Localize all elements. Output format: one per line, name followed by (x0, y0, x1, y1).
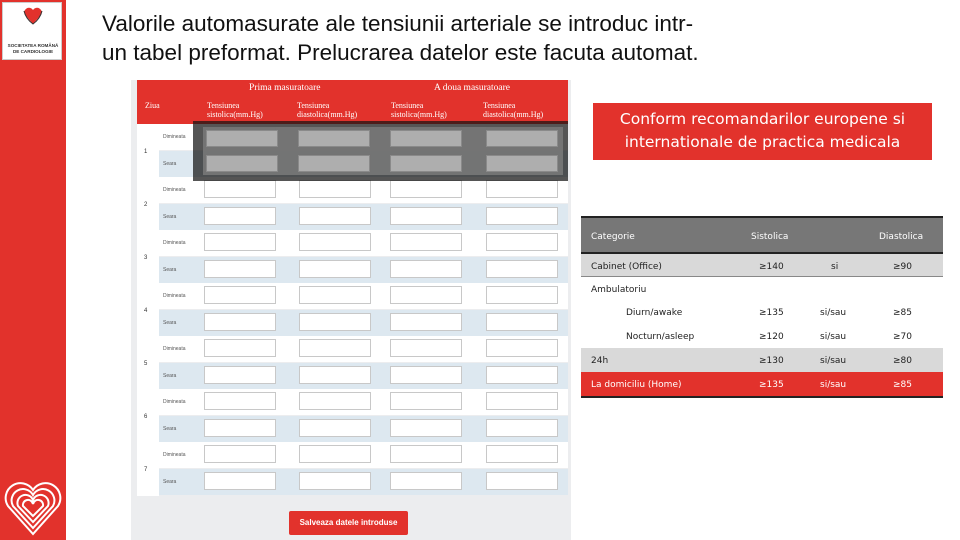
time-of-day-label: Dimineata (163, 346, 186, 352)
highlight-input (390, 155, 462, 172)
bp-value-input[interactable] (204, 445, 276, 463)
time-of-day-label: Seara (163, 266, 177, 273)
form-row-evening (159, 257, 568, 283)
form-row-morning (159, 336, 568, 362)
bp-value-input[interactable] (299, 419, 371, 437)
slide-title-line1: Valorile automasurate ale tensiunii arteriale se introduc intr- (102, 11, 694, 36)
col-header-dia1: Tensiunea diastolica(mm.Hg) (297, 101, 358, 119)
table-row (581, 348, 943, 372)
bp-value-input[interactable] (390, 207, 462, 225)
form-row-morning (159, 283, 568, 309)
time-of-day-label: Dimineata (163, 240, 186, 246)
time-of-day-label: Seara (163, 160, 177, 167)
cell-systolic: ≥140 (759, 262, 784, 272)
cell-conjunction: si (831, 262, 839, 272)
logo-text-line2: DE CARDIOLOGIE (12, 48, 54, 54)
col-header-dia2: Tensiunea diastolica(mm.Hg) (483, 101, 544, 119)
bp-value-input[interactable] (486, 313, 558, 331)
table-row (581, 324, 943, 348)
day-number: 7 (144, 467, 148, 473)
bp-value-input[interactable] (390, 260, 462, 278)
group-second-measurement: A doua masuratoare (434, 83, 510, 93)
highlight-row-morning (203, 127, 563, 150)
cell-systolic: ≥135 (759, 308, 784, 318)
bp-value-input[interactable] (486, 366, 558, 384)
bp-value-input[interactable] (204, 392, 276, 410)
bp-value-input[interactable] (204, 472, 276, 490)
header-systolic: Sistolica (751, 232, 789, 242)
slide-title (102, 9, 922, 67)
bp-value-input[interactable] (390, 392, 462, 410)
bp-value-input[interactable] (390, 286, 462, 304)
highlight-input (206, 155, 278, 172)
cell-diastolic: ≥85 (893, 380, 912, 390)
cell-conjunction: si/sau (820, 332, 847, 342)
save-data-button[interactable]: Salveaza datele introduse (289, 511, 408, 535)
header-diastolic: Diastolica (879, 232, 924, 242)
day-number: 5 (144, 361, 148, 367)
time-of-day-label: Seara (163, 372, 177, 379)
bp-value-input[interactable] (486, 419, 558, 437)
day-column (137, 124, 159, 496)
bp-value-input[interactable] (486, 260, 558, 278)
bp-value-input[interactable] (299, 286, 371, 304)
day-number: 3 (144, 255, 148, 261)
cell-diastolic: ≥90 (893, 262, 912, 272)
src-logo (2, 2, 62, 60)
highlight-input (390, 130, 462, 147)
bp-value-input[interactable] (204, 207, 276, 225)
time-of-day-label: Dimineata (163, 134, 186, 140)
bp-value-input[interactable] (486, 445, 558, 463)
logo-text (5, 43, 61, 54)
bp-value-input[interactable] (299, 233, 371, 251)
time-of-day-label: Dimineata (163, 399, 186, 405)
bp-value-input[interactable] (204, 366, 276, 384)
cell-category: 24h (591, 356, 609, 366)
bp-value-input[interactable] (486, 472, 558, 490)
highlight-input (486, 130, 558, 147)
cell-systolic: ≥135 (759, 380, 784, 390)
bp-value-input[interactable] (204, 233, 276, 251)
bp-value-input[interactable] (486, 207, 558, 225)
bp-value-input[interactable] (204, 339, 276, 357)
highlight-input (206, 130, 278, 147)
table-row (581, 372, 943, 398)
highlight-input (486, 155, 558, 172)
bp-value-input[interactable] (486, 286, 558, 304)
form-row-evening (159, 469, 568, 495)
bp-value-input[interactable] (390, 180, 462, 198)
bp-value-input[interactable] (299, 260, 371, 278)
cell-systolic: ≥130 (759, 356, 784, 366)
bp-value-input[interactable] (299, 392, 371, 410)
time-of-day-label: Dimineata (163, 452, 186, 458)
heart-rings-logo-icon (3, 478, 63, 538)
cell-conjunction: si/sau (820, 380, 847, 390)
time-of-day-label: Seara (163, 425, 177, 432)
bp-value-input[interactable] (390, 313, 462, 331)
bp-value-input[interactable] (299, 472, 371, 490)
bp-value-input[interactable] (204, 313, 276, 331)
callout-line2: internationale de practica medicala (624, 133, 901, 151)
form-row-evening (159, 310, 568, 336)
form-row-morning (159, 389, 568, 415)
day-number: 2 (144, 202, 148, 208)
cell-conjunction: si/sau (820, 356, 847, 366)
bp-value-input[interactable] (204, 286, 276, 304)
bp-value-input[interactable] (390, 233, 462, 251)
cell-diastolic: ≥80 (893, 356, 912, 366)
highlight-input (298, 130, 370, 147)
time-of-day-label: Seara (163, 213, 177, 220)
highlight-overlay (193, 121, 568, 181)
time-of-day-label: Seara (163, 319, 177, 326)
bp-value-input[interactable] (299, 366, 371, 384)
logo-text-line1: SOCIETATEA ROMÂNĂ (7, 43, 59, 48)
bp-value-input[interactable] (299, 445, 371, 463)
bp-value-input[interactable] (204, 260, 276, 278)
col-header-day: Ziua (145, 101, 160, 110)
form-row-evening (159, 363, 568, 389)
bp-value-input[interactable] (486, 180, 558, 198)
cell-diastolic: ≥85 (893, 308, 912, 318)
bp-value-input[interactable] (390, 419, 462, 437)
col-header-sys2: Tensiunea sistolica(mm.Hg) (391, 101, 447, 119)
bp-value-input[interactable] (299, 207, 371, 225)
bp-value-input[interactable] (299, 180, 371, 198)
left-sidebar-bar (0, 0, 66, 540)
cell-systolic: ≥120 (759, 332, 784, 342)
form-row-evening (159, 416, 568, 442)
cell-category: Nocturn/asleep (626, 332, 695, 342)
col-header-sys1: Tensiunea sistolica(mm.Hg) (207, 101, 263, 119)
table-row (581, 300, 943, 324)
bp-value-input[interactable] (390, 445, 462, 463)
cell-conjunction: si/sau (820, 308, 847, 318)
bp-value-input[interactable] (390, 366, 462, 384)
bp-value-input[interactable] (204, 180, 276, 198)
highlight-inner (203, 127, 563, 175)
day-number: 1 (144, 149, 148, 155)
bp-value-input[interactable] (486, 233, 558, 251)
form-group-header (137, 80, 568, 98)
header-category: Categorie (591, 232, 635, 242)
group-first-measurement: Prima masuratoare (249, 83, 321, 93)
highlight-row-evening (203, 152, 563, 175)
time-of-day-label: Dimineata (163, 293, 186, 299)
cell-diastolic: ≥70 (893, 332, 912, 342)
bp-value-input[interactable] (390, 472, 462, 490)
form-row-morning (159, 442, 568, 468)
bp-value-input[interactable] (299, 313, 371, 331)
time-of-day-label: Dimineata (163, 187, 186, 193)
cell-category: Cabinet (Office) (591, 262, 662, 272)
callout-line1: Conform recomandarilor europene si (619, 110, 906, 128)
cell-category: Diurn/awake (626, 308, 683, 318)
form-row-morning (159, 230, 568, 256)
cell-category: Ambulatoriu (591, 285, 647, 295)
highlight-input (298, 155, 370, 172)
cell-category: La domiciliu (Home) (591, 380, 682, 390)
slide-title-line2: un tabel preformat. Prelucrarea datelor este facuta automat. (102, 40, 699, 65)
bp-value-input[interactable] (299, 339, 371, 357)
guidelines-callout (593, 103, 932, 160)
bp-value-input[interactable] (486, 339, 558, 357)
form-row-evening (159, 204, 568, 230)
table-row (581, 252, 943, 276)
heart-hands-icon (23, 7, 43, 25)
day-number: 6 (144, 414, 148, 420)
table-row (581, 276, 943, 300)
bp-value-input[interactable] (486, 392, 558, 410)
table-header-row (581, 216, 943, 252)
threshold-table (581, 216, 943, 398)
bp-value-input[interactable] (390, 339, 462, 357)
time-of-day-label: Seara (163, 478, 177, 485)
day-number: 4 (144, 308, 148, 314)
bp-value-input[interactable] (204, 419, 276, 437)
